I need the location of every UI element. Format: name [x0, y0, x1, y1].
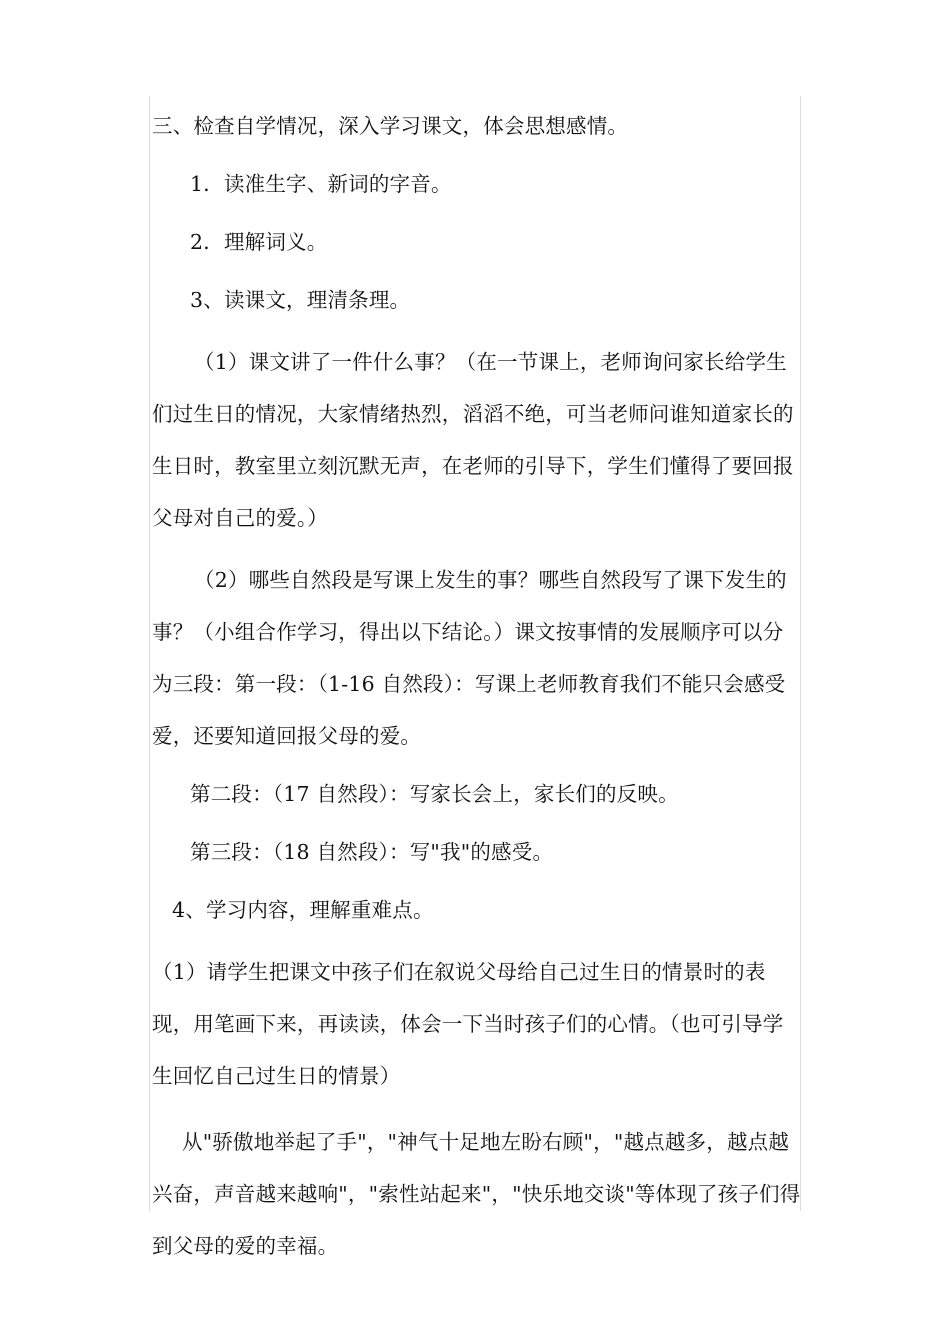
- paragraph-question-2: （2）哪些自然段是写课上发生的事？哪些自然段写了课下发生的事？（小组合作学习，得出以下结论。）课文按事情的发展顺序可以分为三段：第一段：（1-16 自然段）：写课上老师教育我们不能只会感受爱，还要知道回报父母的爱。: [152, 568, 787, 748]
- paragraph-section-3: 第三段：（18 自然段）：写"我"的感受。: [190, 840, 554, 864]
- list-item-4: 4、学习内容，理解重难点。: [172, 898, 434, 922]
- section-heading: 三、检查自学情况，深入学习课文，体会思想感情。: [152, 114, 629, 138]
- paragraph-question-1: （1）课文讲了一件什么事？（在一节课上，老师询问家长给学生们过生日的情况，大家情绪热烈，滔滔不绝，可当老师问谁知道家长的生日时，教室里立刻沉默无声，在老师的引导下，学生们懂得了要回报父母对自己的爱。）: [152, 350, 794, 530]
- paragraph-section-2: 第二段：（17 自然段）：写家长会上，家长们的反映。: [190, 782, 679, 806]
- document-body: [152, 100, 804, 1272]
- list-item-3: 3、读课文，理清条理。: [190, 288, 411, 312]
- paragraph-analysis: 从"骄傲地举起了手"，"神气十足地左盼右顾"，"越点越多，越点越兴奋，声音越来越响"，"索性站起来"，"快乐地交谈"等体现了孩子们得到父母的爱的幸福。: [152, 1130, 801, 1258]
- paragraph-task-1: （1）请学生把课文中孩子们在叙说父母给自己过生日的情景时的表现，用笔画下来，再读读，体会一下当时孩子们的心情。（也可引导学生回忆自己过生日的情景）: [152, 960, 784, 1088]
- list-item-1: 1．读准生字、新词的字音。: [190, 172, 452, 196]
- list-item-2: 2．理解词义。: [190, 230, 328, 254]
